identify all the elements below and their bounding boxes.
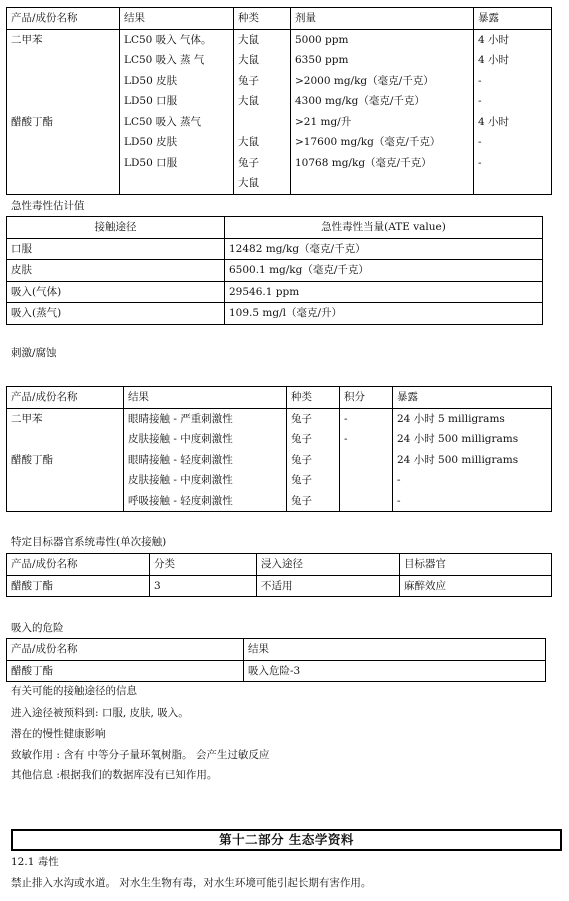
header-cell: 产品/成份名称 [7, 639, 244, 661]
cell: - [340, 408, 393, 429]
cell: 眼睛接触 - 轻度刺激性 [124, 450, 287, 471]
header-cell: 种类 [234, 8, 291, 30]
header-cell: 积分 [340, 387, 393, 409]
ate-section-title: 急性毒性估计值 [11, 200, 85, 212]
chronic-effects-title: 潜在的慢性健康影响 [11, 728, 106, 740]
header-cell: 暴露 [393, 387, 552, 409]
header-cell: 种类 [287, 387, 340, 409]
cell: 4 小时 [474, 50, 552, 71]
cell: 兔子 [287, 470, 340, 491]
cell: 兔子 [287, 450, 340, 471]
cell: 4300 mg/kg（毫克/千克） [291, 91, 474, 112]
header-cell: 目标器官 [400, 554, 552, 576]
cell: - [474, 132, 552, 153]
cell: 麻醉效应 [400, 575, 552, 597]
cell: 吸入危险-3 [244, 660, 546, 682]
cell: 4 小时 [474, 112, 552, 133]
header-cell: 分类 [150, 554, 257, 576]
header-cell: 产品/成份名称 [7, 387, 124, 409]
cell: 24 小时 5 milligrams [393, 408, 552, 429]
cell: - [393, 491, 552, 512]
cell: 二甲苯 [7, 408, 124, 429]
irritation-section-title: 刺激/腐蚀 [11, 347, 57, 359]
cell: 大鼠 [234, 50, 291, 71]
cell: >2000 mg/kg（毫克/千克） [291, 71, 474, 92]
section-12-text: 禁止排入水沟或水道。 对水生生物有毒，对水生环境可能引起长期有害作用。 [11, 877, 372, 889]
cell: 二甲苯 [7, 29, 120, 50]
aspiration-section-title: 吸入的危险 [11, 622, 64, 634]
header-cell: 暴露 [474, 8, 552, 30]
header-cell: 产品/成份名称 [7, 8, 120, 30]
table-row [7, 575, 552, 597]
cell: 4 小时 [474, 29, 552, 50]
cell [7, 429, 124, 450]
cell: >21 mg/升 [291, 112, 474, 133]
ate-table [6, 216, 543, 325]
table-row [7, 50, 552, 71]
cell: - [393, 470, 552, 491]
cell: 吸入(气体) [7, 281, 225, 303]
cell: 12482 mg/kg（毫克/千克） [225, 238, 543, 260]
cell: LD50 皮肤 [120, 132, 234, 153]
table-row [7, 29, 552, 50]
table-row [7, 132, 552, 153]
table-header-row [7, 8, 552, 30]
header-cell: 急性毒性当量(ATE value) [225, 217, 543, 239]
cell: LC50 吸入 气体。 [120, 29, 234, 50]
cell: 不适用 [257, 575, 400, 597]
table-row [7, 260, 543, 282]
cell [340, 450, 393, 471]
section-12-subtitle: 12.1 毒性 [11, 856, 59, 868]
cell: 大鼠 [234, 173, 291, 194]
cell: 皮肤接触 - 中度刺激性 [124, 470, 287, 491]
table-row [7, 429, 552, 450]
cell [120, 173, 234, 194]
table-row [7, 238, 543, 260]
table-row [7, 450, 552, 471]
cell: 兔子 [234, 153, 291, 174]
cell: 醋酸丁酯 [7, 112, 120, 133]
sensitization-text: 致敏作用 : 含有 中等分子量环氧树脂。 会产生过敏反应 [11, 749, 270, 761]
table-row [7, 281, 543, 303]
cell: 皮肤 [7, 260, 225, 282]
cell: 6350 ppm [291, 50, 474, 71]
irritation-table [6, 386, 552, 512]
cell [474, 173, 552, 194]
table-header-row [7, 639, 546, 661]
cell: 呼吸接触 - 轻度刺激性 [124, 491, 287, 512]
header-cell: 浸入途径 [257, 554, 400, 576]
table-row [7, 470, 552, 491]
other-info-text: 其他信息 :根据我们的数据库没有已知作用。 [11, 769, 218, 781]
cell: 兔子 [287, 429, 340, 450]
cell: 兔子 [287, 491, 340, 512]
table-row [7, 71, 552, 92]
cell: 6500.1 mg/kg（毫克/千克） [225, 260, 543, 282]
cell: - [474, 153, 552, 174]
aspiration-table [6, 638, 546, 682]
table-row [7, 112, 552, 133]
cell: >17600 mg/kg（毫克/千克） [291, 132, 474, 153]
table-row [7, 408, 552, 429]
cell [7, 71, 120, 92]
header-cell: 结果 [124, 387, 287, 409]
cell [7, 491, 124, 512]
cell: 眼睛接触 - 严重刺激性 [124, 408, 287, 429]
cell: 兔子 [234, 71, 291, 92]
table-header-row [7, 387, 552, 409]
cell: LD50 皮肤 [120, 71, 234, 92]
cell: 大鼠 [234, 91, 291, 112]
header-cell: 结果 [120, 8, 234, 30]
table-row [7, 91, 552, 112]
cell [7, 153, 120, 174]
cell [7, 50, 120, 71]
cell: 大鼠 [234, 29, 291, 50]
table-row [7, 153, 552, 174]
cell [7, 132, 120, 153]
cell: LD50 口服 [120, 153, 234, 174]
header-cell: 接触途径 [7, 217, 225, 239]
stot-section-title: 特定目标器官系统毒性(单次接触) [11, 536, 167, 548]
cell: 109.5 mg/l（毫克/升） [225, 303, 543, 325]
cell: 吸入(蒸气) [7, 303, 225, 325]
stot-table [6, 553, 552, 597]
exposure-routes-title: 有关可能的接触途径的信息 [11, 685, 137, 697]
cell [7, 173, 120, 194]
cell [7, 91, 120, 112]
cell: 29546.1 ppm [225, 281, 543, 303]
section-12-banner: 第十二部分 生态学资料 [11, 829, 562, 851]
table-row [7, 173, 552, 194]
cell: LC50 吸入 蒸气 [120, 112, 234, 133]
cell: LC50 吸入 蒸 气 [120, 50, 234, 71]
cell [7, 470, 124, 491]
cell: LD50 口服 [120, 91, 234, 112]
cell: 10768 mg/kg（毫克/千克） [291, 153, 474, 174]
cell: - [474, 91, 552, 112]
header-cell: 产品/成份名称 [7, 554, 150, 576]
cell: 醋酸丁酯 [7, 450, 124, 471]
cell [340, 470, 393, 491]
cell: 5000 ppm [291, 29, 474, 50]
table-row [7, 660, 546, 682]
cell [340, 491, 393, 512]
cell [234, 112, 291, 133]
cell: 皮肤接触 - 中度刺激性 [124, 429, 287, 450]
acute-toxicity-table [6, 7, 552, 195]
cell: 大鼠 [234, 132, 291, 153]
cell [291, 173, 474, 194]
cell: 口服 [7, 238, 225, 260]
cell: 醋酸丁酯 [7, 575, 150, 597]
header-cell: 剂量 [291, 8, 474, 30]
table-row [7, 491, 552, 512]
cell: 醋酸丁酯 [7, 660, 244, 682]
cell: 3 [150, 575, 257, 597]
cell: - [340, 429, 393, 450]
cell: 24 小时 500 milligrams [393, 450, 552, 471]
cell: - [474, 71, 552, 92]
header-cell: 结果 [244, 639, 546, 661]
table-header-row [7, 554, 552, 576]
table-row [7, 303, 543, 325]
table-header-row [7, 217, 543, 239]
cell: 兔子 [287, 408, 340, 429]
routes-text: 进入途径被预料到: 口服, 皮肤, 吸入。 [11, 707, 189, 719]
cell: 24 小时 500 milligrams [393, 429, 552, 450]
